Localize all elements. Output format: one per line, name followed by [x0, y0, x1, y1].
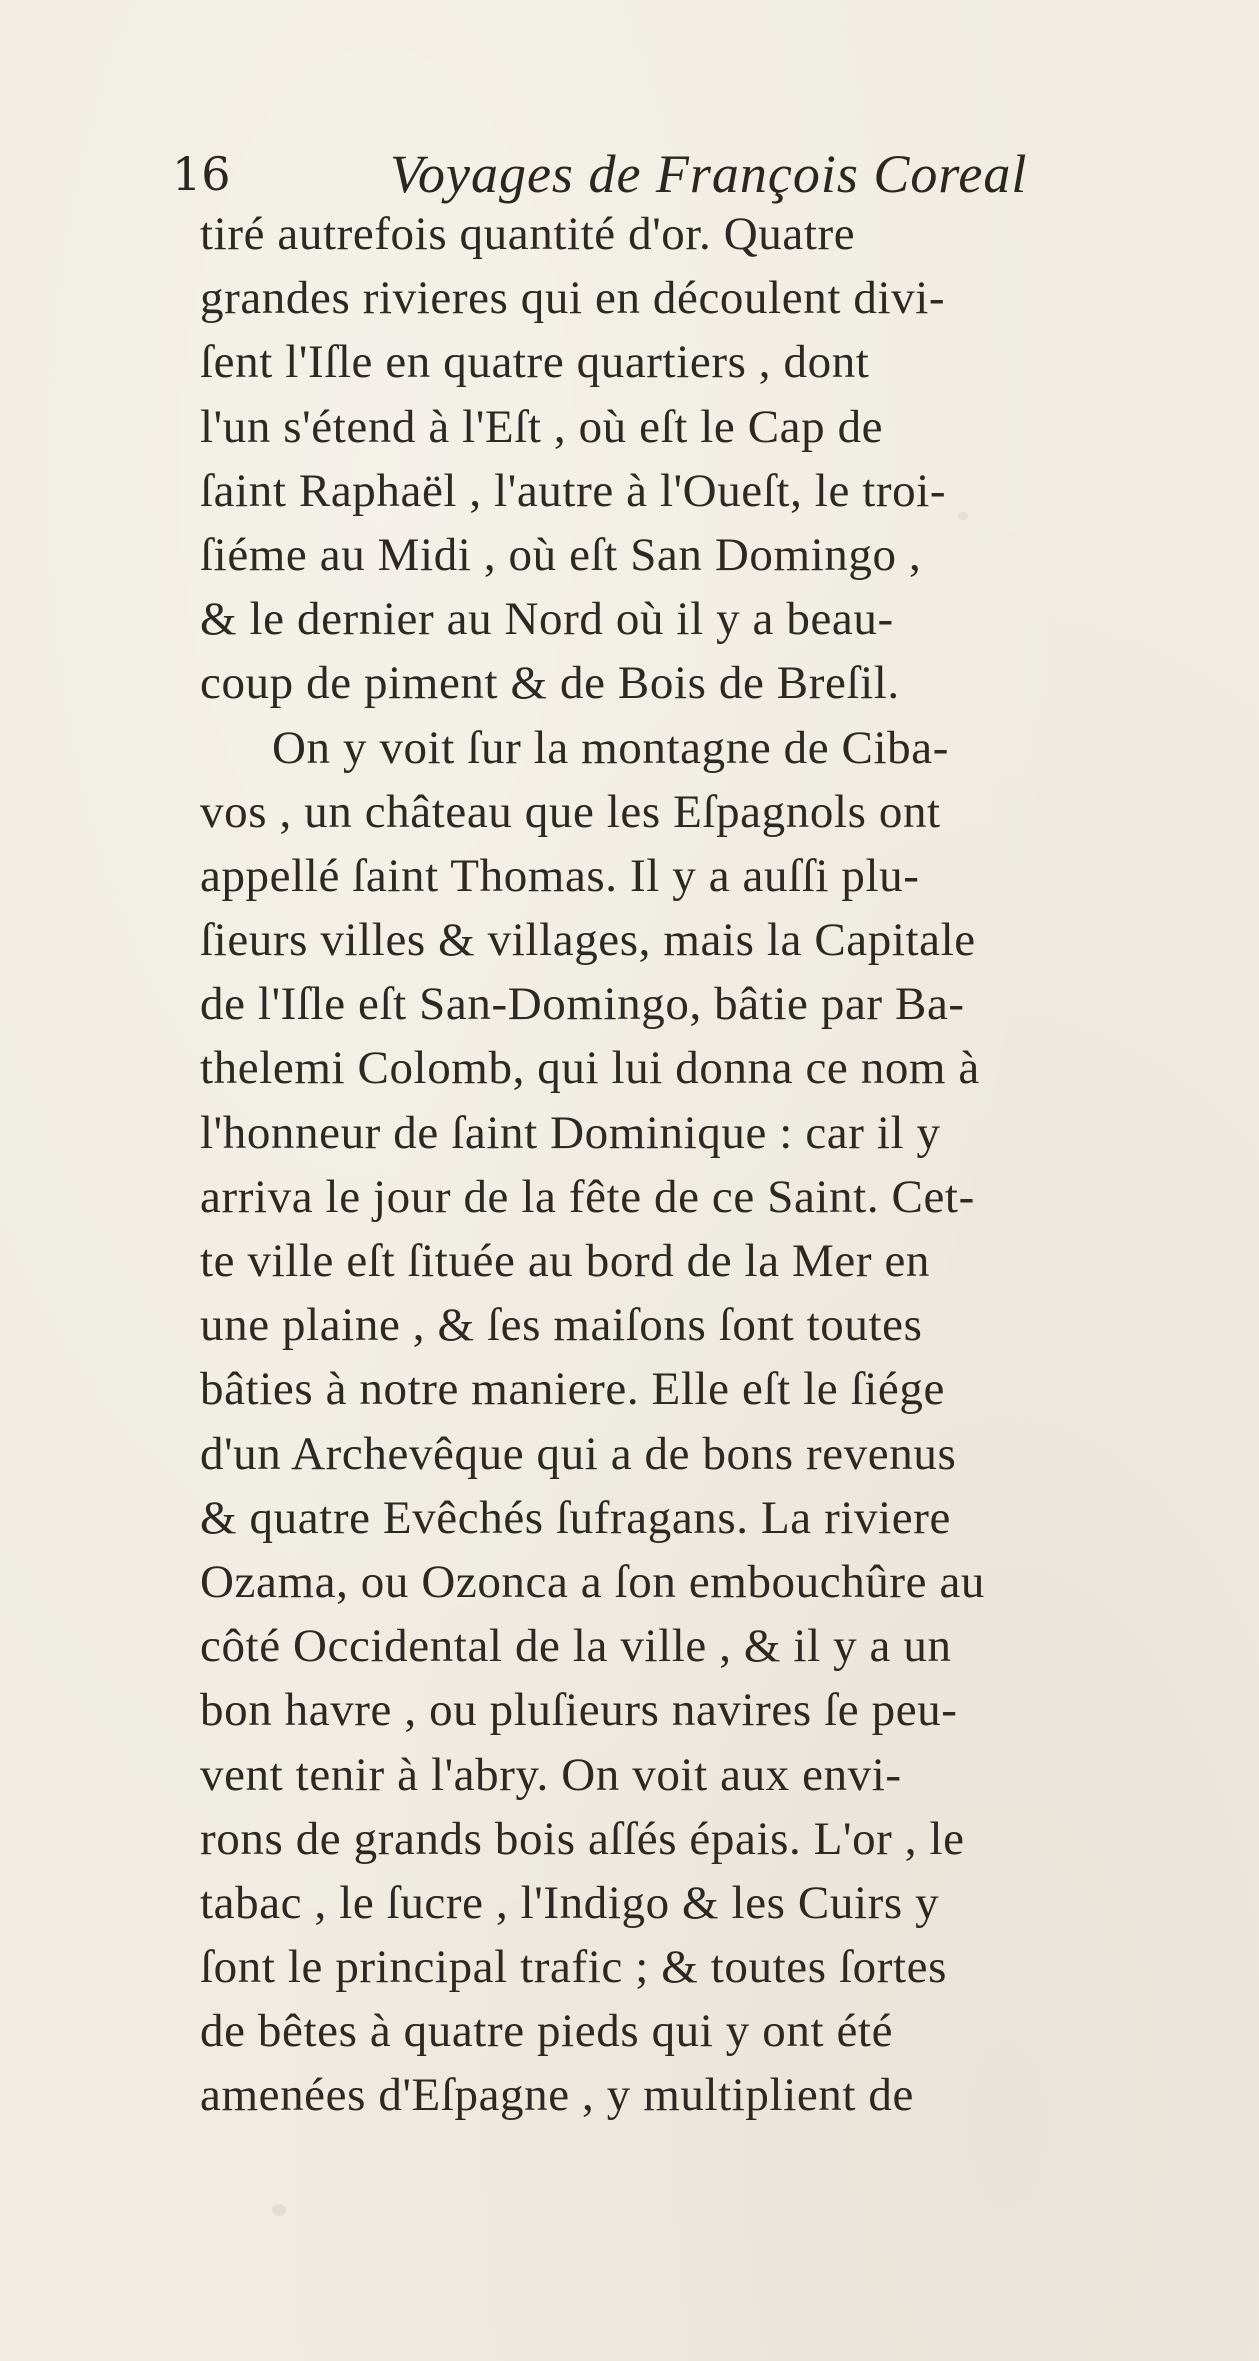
text-line: rons de grands bois aſſés épais. L'or , le — [200, 1812, 965, 1865]
page-number: 16 — [172, 147, 231, 201]
text-line: grandes rivieres qui en découlent divi- — [200, 272, 946, 325]
text-line: coup de piment & de Bois de Breſil. — [200, 657, 900, 710]
text-line: ſieurs villes & villages, mais la Capitale — [200, 914, 976, 967]
text-line: amenées d'Eſpagne , y multiplient de — [200, 2069, 914, 2122]
text-line: ſiéme au Midi , où eſt San Domingo , — [200, 528, 922, 581]
text-line: tabac , le ſucre , l'Indigo & les Cuirs y — [200, 1876, 940, 1929]
text-line: tiré autrefois quantité d'or. Quatre — [200, 208, 856, 260]
text-line: l'un s'étend à l'Eſt , où eſt le Cap de — [200, 400, 884, 453]
text-line: ſont le principal trafic ; & toutes ſortes — [200, 1941, 947, 1994]
body-text — [200, 202, 1200, 2128]
text-line: te ville eſt ſituée au bord de la Mer en — [200, 1235, 931, 1287]
paragraph-start-line: On y voit ſur la montagne de Ciba- — [272, 721, 949, 774]
text-line: d'un Archevêque qui a de bons revenus — [200, 1427, 957, 1480]
text-line: de l'Iſle eſt San-Domingo, bâtie par Ba- — [200, 978, 965, 1031]
text-line: une plaine , & ſes maiſons ſont toutes — [200, 1299, 923, 1352]
text-line: de bêtes à quatre pieds qui y ont été — [200, 2005, 894, 2058]
text-line: & le dernier au Nord où il y a beau- — [200, 593, 894, 646]
text-line: ſaint Raphaël , l'autre à l'Oueſt, le troi- — [200, 464, 947, 517]
text-line: arriva le jour de la fête de ce Saint. Cet- — [200, 1170, 975, 1223]
running-title: Voyages de François Coreal — [390, 144, 1028, 204]
text-line: vent tenir à l'abry. On voit aux envi- — [200, 1748, 902, 1801]
page-header — [172, 138, 1132, 210]
text-line: appellé ſaint Thomas. Il y a auſſi plu- — [200, 849, 920, 902]
text-line: l'honneur de ſaint Dominique : car il y — [200, 1106, 941, 1159]
text-line: vos , un château que les Eſpagnols ont — [200, 785, 941, 838]
text-line: & quatre Evêchés ſufragans. La riviere — [200, 1491, 951, 1544]
text-line: thelemi Colomb, qui lui donna ce nom à — [200, 1042, 980, 1095]
text-line: bâties à notre maniere. Elle eſt le ſiége — [200, 1363, 945, 1416]
text-line: Ozama, ou Ozonca a ſon embouchûre au — [200, 1555, 986, 1608]
text-line: ſent l'Iſle en quatre quartiers , dont — [200, 336, 870, 389]
text-line: côté Occidental de la ville , & il y a un — [200, 1620, 952, 1673]
text-line: bon havre , ou pluſieurs navires ſe peu- — [200, 1684, 958, 1737]
paper-stain — [272, 2204, 286, 2216]
